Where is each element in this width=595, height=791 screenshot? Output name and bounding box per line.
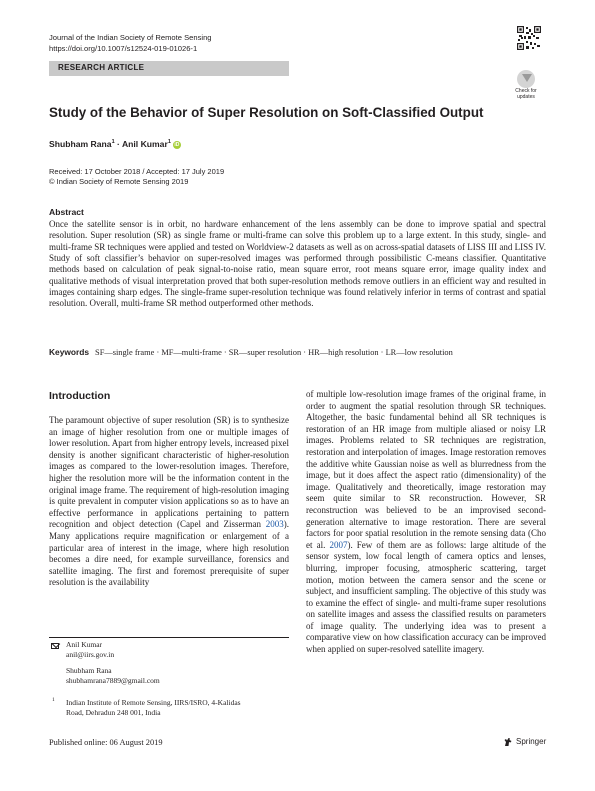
envelope-icon	[51, 643, 59, 649]
article-type-bar	[49, 61, 289, 76]
coauthor-name: Shubham Rana	[66, 666, 112, 675]
keywords-text: SF—single frame · MF—multi-frame · SR—super resolution · HR—high resolution · LR—low resolution	[95, 348, 453, 357]
updates-line2: updates	[517, 93, 535, 100]
publisher-name: Springer	[516, 737, 547, 747]
introduction-heading: Introduction	[49, 390, 111, 402]
affiliation-number: 1	[52, 697, 55, 703]
published-online-date: Published online: 06 August 2019	[49, 738, 163, 747]
intro-text-part: ). Many applications require magnification or enlargement of a particular area of interest in the image, where high resolution becomes a dire need, for example surveillance, forensics and satellite imaging. The first and foremost prerequisite of super resolution is the availability	[49, 519, 289, 588]
intro-text-part: of multiple low-resolution image frames of the original frame, in order to augment the spatial resolution through SR techniques. Altogether, the basic fundamental behind all SR techniques is restoration of an HR image from multiple aliased or noisy LR images. Problems related to SR techniques are registration, restoration and interpolation of images. Image restoration removes the additive white Gaussian noise as well as blurredness from the image, but it does affect the aspect ratio (dimensionality) of the image. Qualitatively and theoretically, image restoration may seem quite similar to SR reconstruction. However, SR reconstruction was believed to be an improvised second-generation alternative to image restoration. There are several factors for poor spatial resolution in the remote sensing data (Cho et al.	[306, 389, 546, 550]
citation-link[interactable]: 2007	[329, 539, 348, 550]
author-list	[49, 139, 181, 149]
qr-code-icon	[517, 26, 541, 50]
author-name[interactable]: Shubham Rana	[49, 139, 112, 149]
keywords-line	[49, 347, 549, 357]
journal-name: Journal of the Indian Society of Remote Sensing	[49, 33, 212, 42]
doi-link[interactable]: https://doi.org/10.1007/s12524-019-01026-1	[49, 44, 198, 53]
keywords-label: Keywords	[49, 347, 90, 357]
corresponding-author	[66, 640, 114, 659]
check-for-updates-badge[interactable]	[510, 68, 542, 100]
updates-text	[510, 89, 542, 100]
journal-header	[49, 32, 212, 54]
affiliation-line: Road, Dehradun 248 001, India	[66, 707, 161, 717]
author-affiliation-sup: 1	[167, 139, 171, 146]
updates-line1: Check for	[515, 88, 537, 94]
updates-bookmark-icon	[522, 74, 532, 82]
article-dates	[49, 167, 224, 186]
affiliation-line: Indian Institute of Remote Sensing, IIRS/ISRO, 4-Kalidas	[66, 698, 241, 707]
orcid-icon[interactable]: iD	[174, 141, 180, 148]
introduction-right-column	[306, 389, 546, 656]
coauthor-email[interactable]: shubhamrana7889@gmail.com	[66, 675, 160, 685]
article-title: Study of the Behavior of Super Resolution on Soft-Classified Output	[49, 105, 484, 120]
coauthor-contact	[66, 666, 160, 685]
author-name[interactable]: Anil Kumar	[121, 139, 168, 149]
abstract-heading: Abstract	[49, 207, 84, 217]
article-type-label: RESEARCH ARTICLE	[58, 63, 145, 72]
introduction-left-column	[49, 415, 289, 589]
author-separator: ·	[117, 139, 120, 149]
abstract-text: Once the satellite sensor is in orbit, no hardware enhancement of the lens assembly can be done to improve spatial and spectral resolution. Super resolution (SR) as single frame or multi-frame can solve this problem up to a large extent. In this study, single- and multi-frame SR techniques were applied and tested on Worldview-2 datasets as well as on across-spatial datasets of LISS III and LISS IV. Study of soft classifier’s behavior on super-resolved images was performed through possibilistic C-means classifier. Quantitative methods based on calculation of peak signal-to-noise ratio, mean square error, root means square error, image quality index and qualitative methods of visual interpretation proved that both super-resolution methods remove outliers in an efficient way and resulted in images containing sharp edges. The single-frame super-resolution technique was found relatively inferior in terms of contrast and spatial resolution. Overall, multi-frame SR method outperformed other methods.	[49, 219, 546, 309]
springer-horse-icon	[503, 737, 513, 747]
citation-link[interactable]: 2003	[265, 519, 284, 530]
publisher-logo	[503, 737, 546, 747]
received-accepted-dates: Received: 17 October 2018 / Accepted: 17 July 2019	[49, 167, 225, 176]
copyright-line: © Indian Society of Remote Sensing 2019	[49, 176, 189, 186]
intro-text-part: ). Few of them are as follows: large altitude of the sensor system, low focal length of camera optics and lenses, blurring, improper focusing, atmospheric scattering, target motion, motion between the camera sensor and the scene or subject, and insufficient sampling. The objective of this study was to examine the effect of single- and multi-frame super resolutions on satellite images and assess the classified results on parameters of image quality. The underlying idea was to present a comparative view on how classification accuracy can be improved when applied on super-resolved satellite imagery.	[306, 539, 546, 655]
corresponding-author-name: Anil Kumar	[66, 640, 103, 649]
author-affiliation-sup: 1	[111, 139, 115, 146]
corresponding-author-email[interactable]: anil@iirs.gov.in	[66, 649, 115, 659]
footnote-divider	[49, 637, 289, 638]
affiliation	[66, 698, 286, 717]
intro-text-part: The paramount objective of super resolution (SR) is to synthesize an image of higher resolution from one or multiple images of lower resolution. Apart from higher entropy levels, increased pixel density is another significant characteristic of higher-resolution images as compared to the lower-resolution images. Therefore, higher the resolution more will be the information content in the original image frame. The requirement of high-resolution imaging is quite prevalent in computer vision applications so as to have an effective performance in applications pertaining to pattern recognition and object detection (Capel and Zisserman	[49, 415, 289, 530]
